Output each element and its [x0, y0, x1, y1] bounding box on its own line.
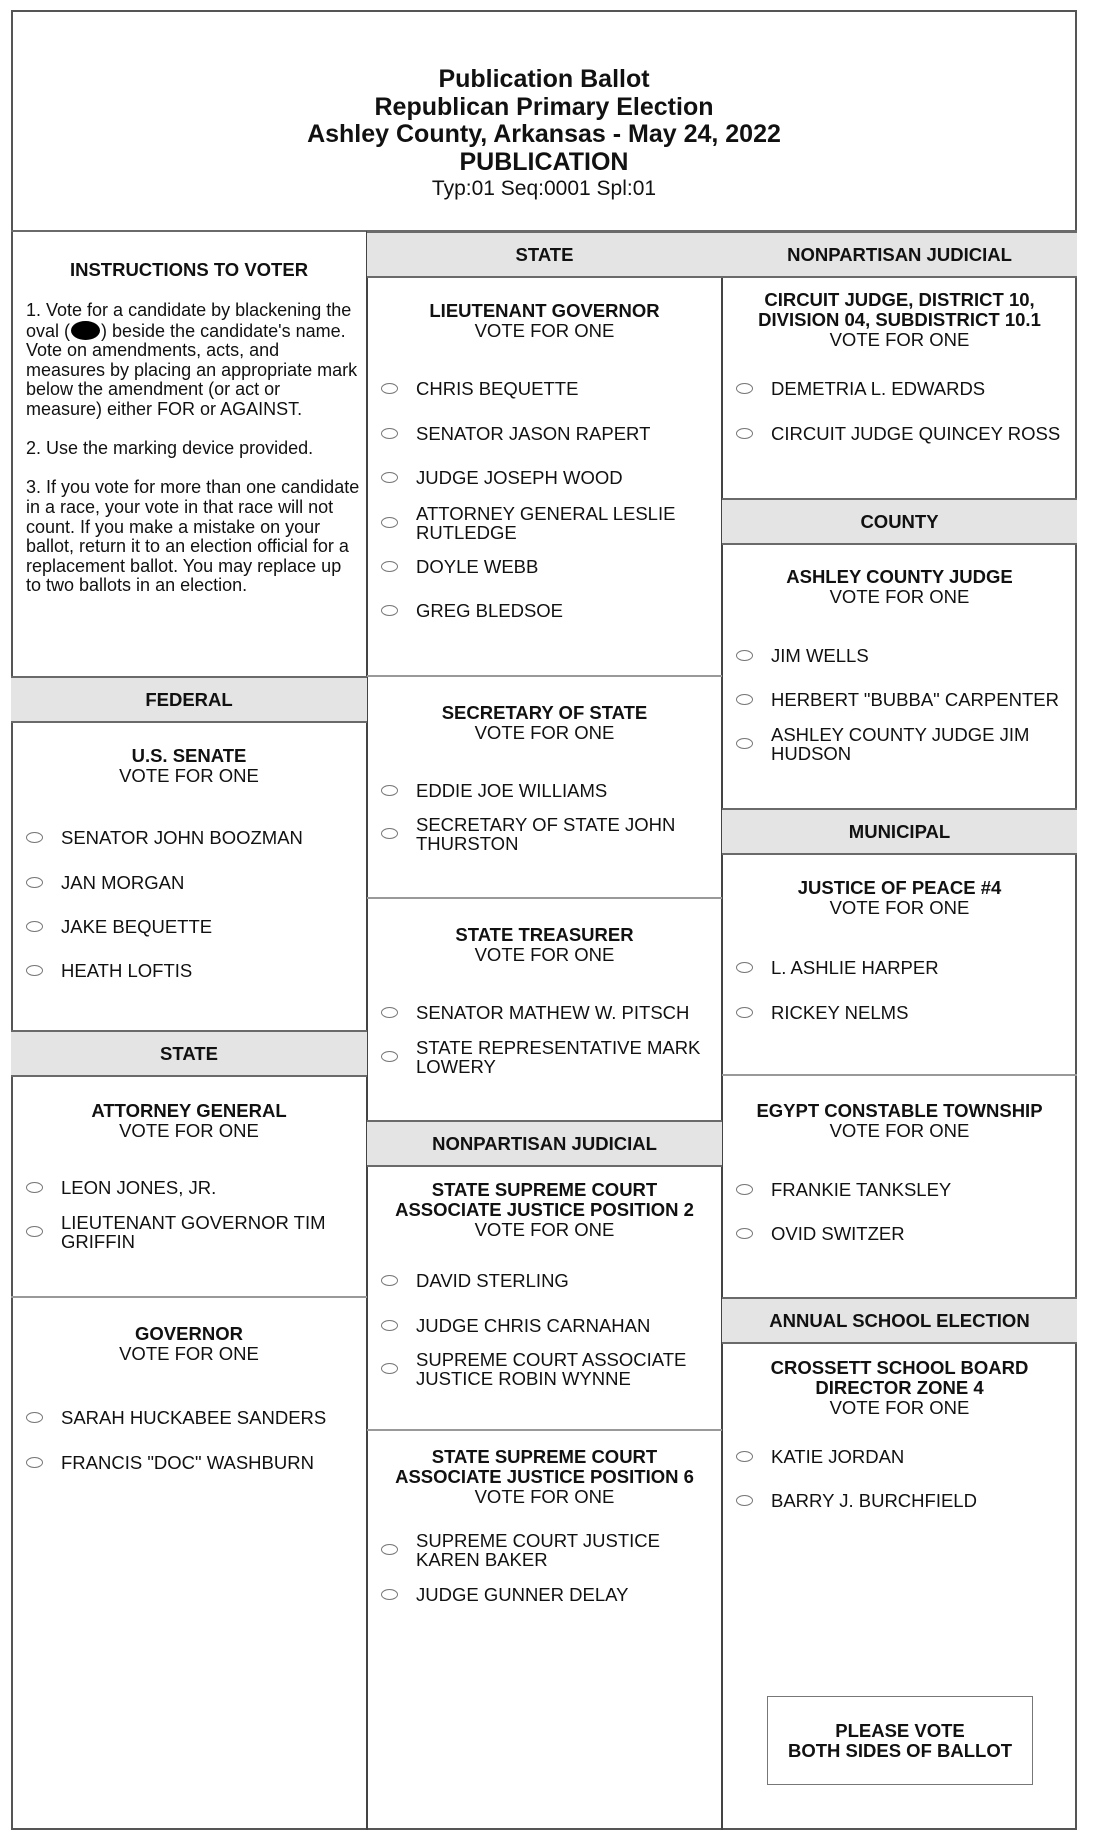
race-title-attorney-general: [11, 1101, 367, 1141]
vote-for-label: VOTE FOR ONE: [474, 1219, 615, 1240]
vote-for-label: VOTE FOR ONE: [829, 1397, 970, 1418]
race-name: EGYPT CONSTABLE TOWNSHIP: [756, 1100, 1043, 1121]
candidate-name: SECRETARY OF STATE JOHN THURSTON: [416, 814, 676, 854]
oval-icon[interactable]: [381, 1363, 398, 1374]
candidate-option[interactable]: [381, 601, 716, 620]
race-name: SECRETARY OF STATE: [441, 702, 648, 723]
race-divider: [367, 675, 722, 677]
race-name-line-2: DIRECTOR ZONE 4: [815, 1377, 984, 1398]
ballot-type: PUBLICATION: [459, 147, 629, 176]
candidate-option[interactable]: [26, 1213, 361, 1251]
oval-icon[interactable]: [381, 472, 398, 483]
candidate-name: JUDGE JOSEPH WOOD: [416, 467, 623, 488]
oval-icon[interactable]: [381, 828, 398, 839]
race-title-supreme-court-position-2: [367, 1180, 722, 1240]
candidate-name: DOYLE WEBB: [416, 556, 539, 577]
candidate-option[interactable]: [736, 1224, 1076, 1243]
election-location-date: Ashley County, Arkansas - May 24, 2022: [307, 120, 781, 148]
candidate-option[interactable]: [26, 1453, 361, 1472]
oval-icon[interactable]: [736, 1451, 753, 1462]
oval-icon[interactable]: [381, 1589, 398, 1600]
race-name-line-1: STATE SUPREME COURT: [431, 1446, 658, 1467]
candidate-option[interactable]: [381, 1003, 721, 1022]
filled-oval-icon: [71, 321, 100, 340]
instructions-body: [26, 301, 361, 616]
race-name-line-1: CIRCUIT JUDGE, DISTRICT 10,: [764, 289, 1035, 310]
vote-for-label: VOTE FOR ONE: [119, 1120, 259, 1141]
candidate-name: LIEUTENANT GOVERNOR TIM GRIFFIN: [61, 1212, 326, 1252]
race-title-supreme-court-position-6: [367, 1447, 722, 1507]
vote-for-label: VOTE FOR ONE: [474, 1486, 615, 1507]
oval-icon[interactable]: [381, 1007, 398, 1018]
candidate-option[interactable]: [381, 468, 716, 487]
candidate-name: BARRY J. BURCHFIELD: [771, 1490, 977, 1511]
ballot-header: [11, 10, 1077, 232]
race-name: ASHLEY COUNTY JUDGE: [786, 566, 1013, 587]
oval-icon[interactable]: [381, 605, 398, 616]
candidate-option[interactable]: [381, 379, 716, 398]
candidate-name: JAN MORGAN: [61, 872, 185, 893]
race-name: STATE TREASURER: [455, 924, 634, 945]
oval-icon[interactable]: [26, 1226, 43, 1237]
oval-icon[interactable]: [736, 1495, 753, 1506]
candidate-option[interactable]: [26, 873, 361, 892]
vote-for-label: VOTE FOR ONE: [474, 722, 615, 743]
vote-for-label: VOTE FOR ONE: [829, 329, 970, 350]
candidate-option[interactable]: [26, 828, 361, 847]
candidate-option[interactable]: [736, 1491, 1076, 1510]
race-title-governor: [11, 1324, 367, 1364]
vote-for-label: VOTE FOR ONE: [829, 586, 970, 607]
race-title-circuit-judge: [722, 290, 1077, 350]
oval-icon[interactable]: [736, 694, 753, 705]
oval-icon[interactable]: [736, 1007, 753, 1018]
candidate-option[interactable]: [736, 379, 1076, 398]
candidate-option[interactable]: [736, 424, 1076, 443]
oval-icon[interactable]: [736, 962, 753, 973]
notice-line-1: PLEASE VOTE: [835, 1720, 965, 1741]
section-header-state: STATE: [11, 1030, 367, 1077]
instruction-3: 3. If you vote for more than one candidate in a race, your vote in that race will not count. If you make a mistake on your ballot, return it to an election official for a replacement ballot. You may replace up to two ballots in an election.: [26, 477, 360, 596]
vote-for-label: VOTE FOR ONE: [829, 897, 970, 918]
candidate-name: LEON JONES, JR.: [61, 1177, 217, 1198]
candidate-option[interactable]: [26, 917, 361, 936]
race-divider: [722, 1074, 1077, 1076]
race-name: U.S. SENATE: [131, 745, 247, 766]
candidate-option[interactable]: [736, 646, 1076, 665]
oval-icon[interactable]: [381, 517, 398, 528]
candidate-option[interactable]: [736, 958, 1076, 977]
election-name: Republican Primary Election: [374, 92, 714, 121]
race-title-justice-of-peace: [722, 878, 1077, 918]
candidate-option[interactable]: [381, 424, 716, 443]
candidate-option[interactable]: [381, 1038, 721, 1076]
candidate-option[interactable]: [381, 1316, 716, 1335]
oval-icon[interactable]: [381, 428, 398, 439]
oval-icon[interactable]: [26, 877, 43, 888]
candidate-option[interactable]: [381, 815, 716, 853]
candidate-name: SUPREME COURT ASSOCIATE JUSTICE ROBIN WYNNE: [416, 1349, 687, 1389]
oval-icon[interactable]: [736, 738, 753, 749]
candidate-name: JUDGE GUNNER DELAY: [416, 1584, 629, 1605]
race-name: GOVERNOR: [135, 1323, 243, 1344]
oval-icon[interactable]: [381, 1275, 398, 1286]
race-name: JUSTICE OF PEACE #4: [797, 877, 1002, 898]
candidate-option[interactable]: [381, 1531, 716, 1569]
race-title-ashley-county-judge: [722, 567, 1077, 607]
instruction-1-text-b: ) beside the candidate's name. Vote on amendments, acts, and measures by placing an appropriate mark below the amendment (or act or measure) either FOR or AGAINST.: [26, 320, 358, 419]
candidate-option[interactable]: [736, 1447, 1076, 1466]
candidate-name: CIRCUIT JUDGE QUINCEY ROSS: [771, 423, 1061, 444]
candidate-name: DAVID STERLING: [416, 1270, 569, 1291]
section-header-state: STATE: [367, 231, 722, 278]
instructions-title: INSTRUCTIONS TO VOTER: [69, 259, 309, 280]
please-vote-both-sides-notice: [767, 1696, 1033, 1785]
race-name: ATTORNEY GENERAL: [91, 1100, 287, 1121]
oval-icon[interactable]: [381, 1051, 398, 1062]
oval-icon[interactable]: [736, 428, 753, 439]
candidate-name: HERBERT "BUBBA" CARPENTER: [771, 689, 1059, 710]
candidate-option[interactable]: [736, 1180, 1076, 1199]
notice-line-2: BOTH SIDES OF BALLOT: [787, 1740, 1013, 1761]
column-divider-right: [721, 231, 723, 1830]
candidate-name: SENATOR JASON RAPERT: [416, 423, 651, 444]
candidate-name: STATE REPRESENTATIVE MARK LOWERY: [416, 1037, 701, 1077]
ballot-title: Publication Ballot: [438, 65, 650, 93]
race-name-line-1: STATE SUPREME COURT: [431, 1179, 658, 1200]
oval-icon[interactable]: [381, 785, 398, 796]
candidate-name: EDDIE JOE WILLIAMS: [416, 780, 608, 801]
candidate-name: RICKEY NELMS: [771, 1002, 909, 1023]
race-name-line-2: DIVISION 04, SUBDISTRICT 10.1: [758, 309, 1041, 330]
candidate-option[interactable]: [736, 725, 1076, 763]
candidate-name: JIM WELLS: [771, 645, 869, 666]
candidate-name: FRANKIE TANKSLEY: [771, 1179, 952, 1200]
instruction-2: 2. Use the marking device provided.: [26, 438, 314, 459]
ballot-meta: Typ:01 Seq:0001 Spl:01: [431, 177, 657, 200]
candidate-name: OVID SWITZER: [771, 1223, 905, 1244]
section-header-federal: FEDERAL: [11, 676, 367, 723]
oval-icon[interactable]: [26, 832, 43, 843]
race-divider: [367, 897, 722, 899]
candidate-option[interactable]: [26, 1178, 361, 1197]
candidate-option[interactable]: [381, 1350, 716, 1388]
oval-icon[interactable]: [26, 1412, 43, 1423]
candidate-name: SENATOR JOHN BOOZMAN: [61, 827, 303, 848]
candidate-option[interactable]: [381, 504, 716, 542]
oval-icon[interactable]: [736, 1184, 753, 1195]
candidate-name: JUDGE CHRIS CARNAHAN: [416, 1315, 651, 1336]
race-title-egypt-constable: [722, 1101, 1077, 1141]
race-title-state-treasurer: [367, 925, 722, 965]
candidate-name: SENATOR MATHEW W. PITSCH: [416, 1002, 690, 1023]
candidate-name: ATTORNEY GENERAL LESLIE RUTLEDGE: [416, 503, 676, 543]
candidate-option[interactable]: [381, 1585, 716, 1604]
oval-icon[interactable]: [736, 383, 753, 394]
instruction-1: [26, 301, 361, 420]
oval-icon[interactable]: [381, 1320, 398, 1331]
candidate-option[interactable]: [26, 961, 361, 980]
vote-for-label: VOTE FOR ONE: [119, 1343, 259, 1364]
oval-icon[interactable]: [26, 965, 43, 976]
section-header-nonpartisan-judicial: NONPARTISAN JUDICIAL: [367, 1120, 722, 1167]
candidate-option[interactable]: [26, 1408, 361, 1427]
candidate-name: SARAH HUCKABEE SANDERS: [61, 1407, 327, 1428]
candidate-name: CHRIS BEQUETTE: [416, 378, 579, 399]
oval-icon[interactable]: [381, 383, 398, 394]
oval-icon[interactable]: [26, 1457, 43, 1468]
candidate-name: DEMETRIA L. EDWARDS: [771, 378, 986, 399]
vote-for-label: VOTE FOR ONE: [474, 320, 615, 341]
oval-icon[interactable]: [26, 1182, 43, 1193]
vote-for-label: VOTE FOR ONE: [829, 1120, 970, 1141]
candidate-option[interactable]: [736, 690, 1076, 709]
oval-icon[interactable]: [26, 921, 43, 932]
race-divider: [367, 1429, 722, 1431]
race-name-line-2: ASSOCIATE JUSTICE POSITION 6: [395, 1466, 694, 1487]
race-name-line-2: ASSOCIATE JUSTICE POSITION 2: [395, 1199, 694, 1220]
candidate-name: ASHLEY COUNTY JUDGE JIM HUDSON: [771, 724, 1030, 764]
section-header-municipal: MUNICIPAL: [722, 808, 1077, 855]
section-header-nonpartisan-judicial: NONPARTISAN JUDICIAL: [722, 231, 1077, 278]
race-name: LIEUTENANT GOVERNOR: [429, 300, 660, 321]
candidate-option[interactable]: [381, 781, 716, 800]
candidate-option[interactable]: [381, 1271, 716, 1290]
candidate-name: SUPREME COURT JUSTICE KAREN BAKER: [416, 1530, 660, 1570]
race-title-crossett-school-board: [722, 1358, 1077, 1418]
oval-icon[interactable]: [381, 1544, 398, 1555]
candidate-option[interactable]: [736, 1003, 1076, 1022]
candidate-name: JAKE BEQUETTE: [61, 916, 213, 937]
candidate-name: FRANCIS "DOC" WASHBURN: [61, 1452, 314, 1473]
vote-for-label: VOTE FOR ONE: [119, 765, 259, 786]
race-name-line-1: CROSSETT SCHOOL BOARD: [770, 1357, 1029, 1378]
oval-icon[interactable]: [736, 1228, 753, 1239]
instruction-1-text-a: 1. Vote for a candidate by blackening the oval (: [26, 300, 352, 341]
race-title-us-senate: [11, 746, 367, 786]
race-title-secretary-of-state: [367, 703, 722, 743]
oval-icon[interactable]: [736, 650, 753, 661]
candidate-name: KATIE JORDAN: [771, 1446, 905, 1467]
race-divider: [11, 1296, 367, 1298]
vote-for-label: VOTE FOR ONE: [474, 944, 615, 965]
oval-icon[interactable]: [381, 561, 398, 572]
section-header-annual-school-election: ANNUAL SCHOOL ELECTION: [722, 1297, 1077, 1344]
candidate-option[interactable]: [381, 557, 716, 576]
candidate-name: GREG BLEDSOE: [416, 600, 564, 621]
candidate-name: L. ASHLIE HARPER: [771, 957, 939, 978]
race-title-lieutenant-governor: [367, 301, 722, 341]
section-header-county: COUNTY: [722, 498, 1077, 545]
candidate-name: HEATH LOFTIS: [61, 960, 193, 981]
